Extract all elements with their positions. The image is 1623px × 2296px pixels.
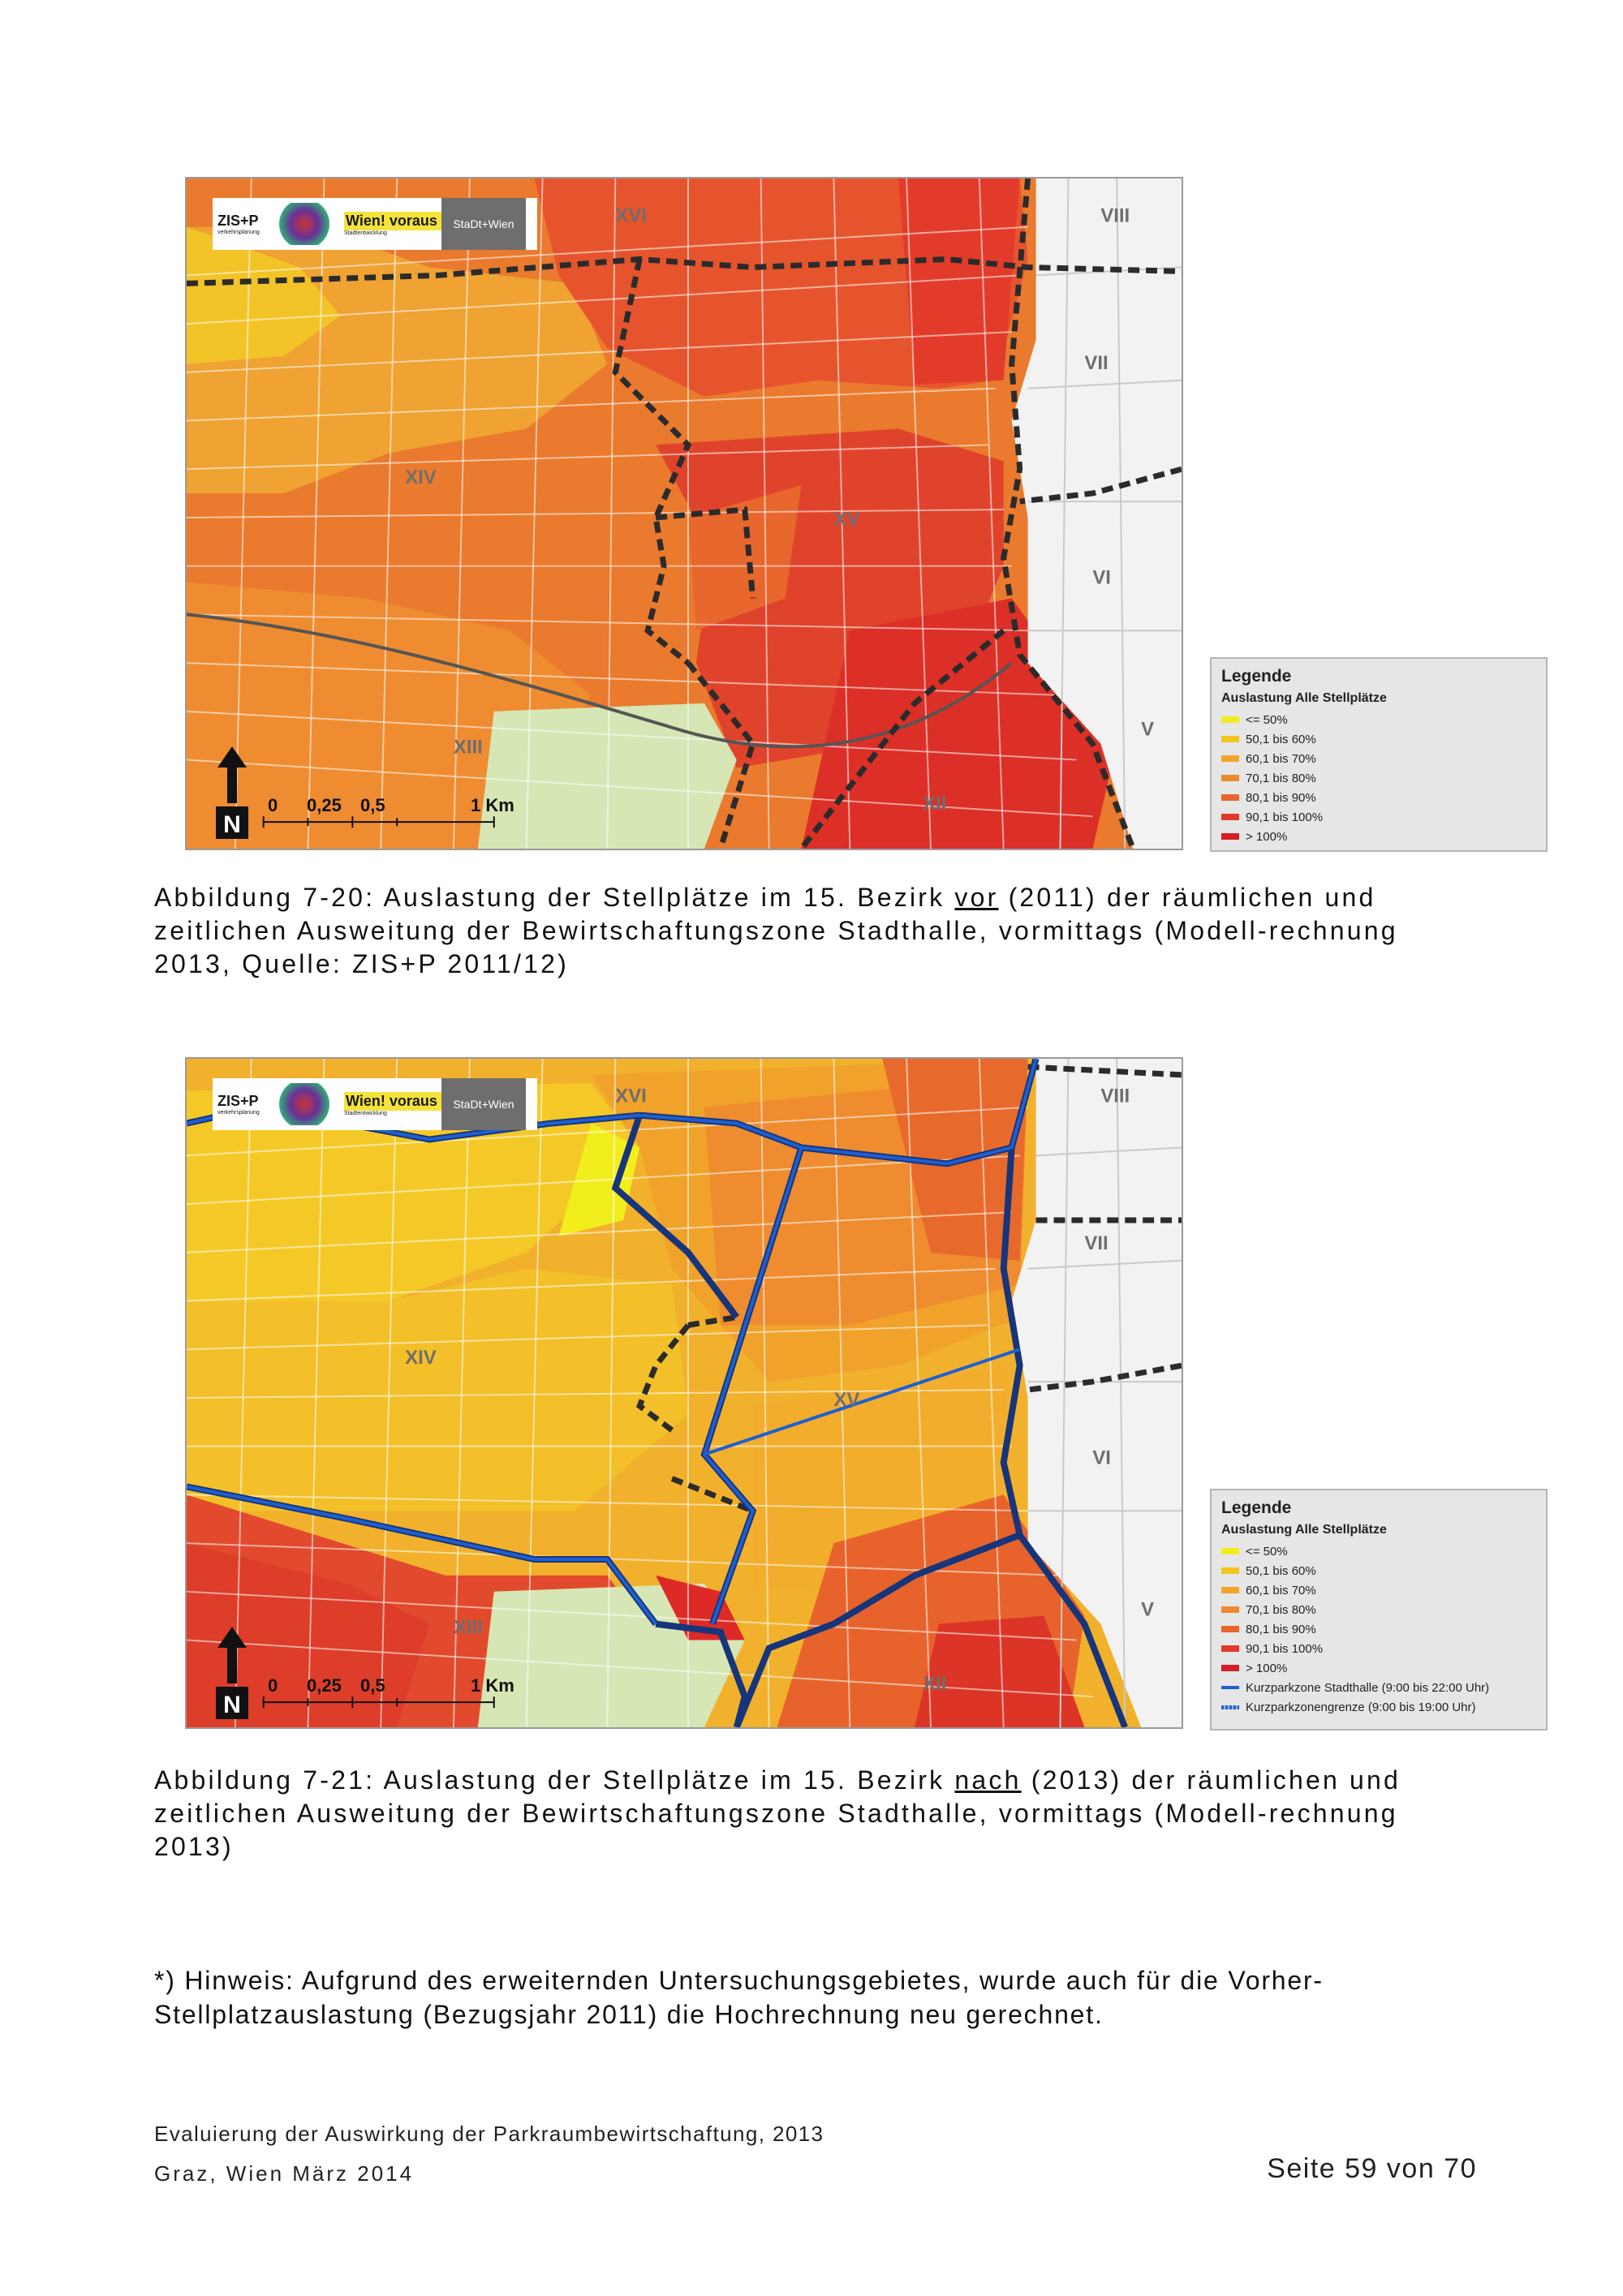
legend-swatch bbox=[1221, 716, 1239, 723]
legend-label: 70,1 bis 80% bbox=[1246, 1602, 1316, 1617]
scale-label-025: 0,25 bbox=[307, 1675, 342, 1696]
legend-label: 80,1 bis 90% bbox=[1246, 790, 1316, 805]
district-label: VII bbox=[1084, 1232, 1109, 1254]
district-label: XVI bbox=[615, 1085, 647, 1107]
map-before-graphic bbox=[187, 178, 1182, 849]
caption-text: (2013) der räumlichen und zeitlichen Ausweitung der Bewirtschaftungszone Stadthalle, vormittags (Modell-rechnung 2013) bbox=[154, 1765, 1401, 1861]
legend-item bbox=[1221, 1600, 1536, 1619]
legend-title: Legende bbox=[1221, 1498, 1292, 1517]
legend-item bbox=[1221, 768, 1536, 788]
legend-swatch bbox=[1221, 833, 1239, 840]
wien-voraus-subtext: Stadtentwicklung bbox=[344, 1111, 387, 1116]
scale-label-0: 0 bbox=[268, 1675, 278, 1696]
district-label: XIII bbox=[453, 1616, 483, 1639]
zisp-logo-text: ZIS+P bbox=[217, 213, 259, 229]
zisp-logo-text: ZIS+P bbox=[217, 1093, 259, 1109]
legend-label: 60,1 bis 70% bbox=[1246, 751, 1316, 766]
legend-item bbox=[1221, 1639, 1536, 1658]
legend-label: Kurzparkzonengrenze (9:00 bis 19:00 Uhr) bbox=[1246, 1700, 1476, 1714]
map-after-2013 bbox=[185, 1057, 1183, 1729]
district-label: XVI bbox=[615, 204, 647, 227]
legend-swatch bbox=[1221, 1665, 1239, 1671]
district-label: XV bbox=[833, 1388, 860, 1411]
zisp-emblem-icon bbox=[276, 1083, 333, 1125]
legend-label: 50,1 bis 60% bbox=[1246, 732, 1316, 746]
legend-swatch bbox=[1221, 755, 1239, 762]
legend-item bbox=[1221, 1580, 1536, 1600]
wien-voraus-text: Wien! voraus bbox=[344, 1092, 441, 1111]
legend-swatch bbox=[1221, 794, 1239, 801]
legend-label: 60,1 bis 70% bbox=[1246, 1583, 1316, 1597]
legend-item bbox=[1221, 788, 1536, 807]
legend-swatch bbox=[1221, 775, 1239, 781]
north-label: N bbox=[223, 1692, 241, 1718]
scale-label-025: 0,25 bbox=[307, 795, 342, 815]
zisp-logo bbox=[213, 1093, 276, 1116]
scale-label-1km: 1 Km bbox=[471, 1675, 514, 1696]
page-number: Seite 59 von 70 bbox=[1267, 2153, 1477, 2184]
legend-swatch bbox=[1221, 1645, 1239, 1652]
wien-voraus-text: Wien! voraus bbox=[344, 212, 441, 230]
legend-label: <= 50% bbox=[1246, 712, 1288, 727]
zisp-emblem-icon bbox=[276, 203, 333, 245]
legend-label: > 100% bbox=[1246, 1661, 1288, 1675]
north-arrow-icon bbox=[214, 1627, 250, 1721]
map-before-2011 bbox=[185, 177, 1183, 850]
legend-label: Kurzparkzone Stadthalle (9:00 bis 22:00 Uhr) bbox=[1246, 1680, 1490, 1695]
wien-voraus-logo bbox=[333, 1092, 441, 1116]
legend-line-item bbox=[1221, 1697, 1536, 1717]
zisp-logo bbox=[213, 213, 276, 235]
legend-item bbox=[1221, 1658, 1536, 1678]
legend-label: 90,1 bis 100% bbox=[1246, 1641, 1324, 1656]
legend-item bbox=[1221, 827, 1536, 846]
map-legend-before bbox=[1210, 657, 1548, 852]
legend-item bbox=[1221, 710, 1536, 729]
district-label: VI bbox=[1092, 566, 1111, 589]
caption-underlined: nach bbox=[954, 1765, 1022, 1795]
footer-title: Evaluierung der Auswirkung der Parkraumbewirtschaftung, 2013 bbox=[154, 2122, 824, 2146]
scale-label-05: 0,5 bbox=[360, 1675, 385, 1696]
figure-caption-7-20 bbox=[154, 881, 1485, 981]
north-label: N bbox=[223, 811, 241, 838]
legend-swatch bbox=[1221, 1606, 1239, 1613]
caption-text: (2011) der räumlichen und zeitlichen Ausweitung der Bewirtschaftungszone Stadthalle, vormittags (Modell-rechnung 2013, Quelle: ZIS+P 2011/12) bbox=[154, 883, 1398, 978]
legend-label: 70,1 bis 80% bbox=[1246, 771, 1316, 785]
legend-subtitle: Auslastung Alle Stellplätze bbox=[1221, 691, 1387, 705]
zisp-logo-subtext: verkehrsplanung bbox=[217, 1110, 260, 1116]
legend-label: 50,1 bis 60% bbox=[1246, 1563, 1316, 1578]
stadt-wien-logo: StaDt+Wien bbox=[441, 1078, 526, 1130]
district-label: XIV bbox=[405, 1347, 437, 1369]
district-label: XV bbox=[833, 508, 860, 531]
district-label: XIII bbox=[453, 736, 483, 759]
caption-text: Abbildung 7-21: Auslastung der Stellplätze im 15. Bezirk bbox=[154, 1765, 955, 1795]
figure-caption-7-21 bbox=[154, 1764, 1485, 1864]
scale-label-0: 0 bbox=[268, 795, 278, 815]
legend-swatch bbox=[1221, 1567, 1239, 1574]
note-paragraph: *) Hinweis: Aufgrund des erweiternden Untersuchungsgebietes, wurde auch für die Vorher-Stellplatzauslastung (Bezugsjahr 2011) die Hochrechnung neu gerechnet. bbox=[154, 1966, 1324, 2029]
legend-swatch bbox=[1221, 736, 1239, 742]
scale-label-05: 0,5 bbox=[360, 795, 385, 815]
legend-title: Legende bbox=[1221, 667, 1292, 686]
wien-voraus-subtext: Stadtentwicklung bbox=[344, 230, 387, 236]
north-arrow-icon bbox=[214, 746, 250, 841]
district-label: XII bbox=[923, 793, 947, 815]
district-label: VIII bbox=[1100, 1085, 1130, 1107]
logo-bar bbox=[213, 1078, 537, 1130]
legend-item bbox=[1221, 749, 1536, 768]
district-label: VI bbox=[1092, 1447, 1111, 1469]
district-label: V bbox=[1141, 718, 1155, 741]
legend-line-swatch bbox=[1221, 1686, 1239, 1689]
legend-swatch bbox=[1221, 1587, 1239, 1593]
map-after-graphic bbox=[187, 1059, 1182, 1727]
zisp-logo-subtext: verkehrsplanung bbox=[217, 230, 260, 235]
legend-line-item bbox=[1221, 1678, 1536, 1697]
district-label: XIV bbox=[405, 467, 437, 489]
caption-text: Abbildung 7-20: Auslastung der Stellplätze im 15. Bezirk bbox=[154, 883, 955, 912]
scale-label-1km: 1 Km bbox=[471, 795, 514, 815]
district-label: XII bbox=[923, 1673, 947, 1696]
caption-underlined: vor bbox=[954, 883, 999, 912]
district-label: V bbox=[1141, 1598, 1155, 1621]
legend-label: > 100% bbox=[1246, 829, 1288, 844]
legend-item bbox=[1221, 729, 1536, 749]
district-label: VIII bbox=[1100, 204, 1130, 227]
legend-items bbox=[1221, 1541, 1536, 1678]
logo-bar bbox=[213, 198, 537, 250]
district-label: VII bbox=[1084, 351, 1109, 374]
stadt-wien-logo: StaDt+Wien bbox=[441, 198, 526, 250]
legend-label: <= 50% bbox=[1246, 1544, 1288, 1559]
legend-item bbox=[1221, 1619, 1536, 1639]
legend-subtitle: Auslastung Alle Stellplätze bbox=[1221, 1523, 1387, 1537]
legend-swatch bbox=[1221, 1626, 1239, 1632]
wien-voraus-logo bbox=[333, 212, 441, 236]
footer-place-date: Graz, Wien März 2014 bbox=[154, 2161, 415, 2186]
legend-swatch bbox=[1221, 1548, 1239, 1554]
legend-item bbox=[1221, 1541, 1536, 1561]
map-legend-after bbox=[1210, 1489, 1548, 1731]
legend-dotted-swatch bbox=[1221, 1705, 1239, 1709]
legend-swatch bbox=[1221, 814, 1239, 820]
legend-label: 80,1 bis 90% bbox=[1246, 1622, 1316, 1636]
legend-label: 90,1 bis 100% bbox=[1246, 810, 1324, 824]
legend-item bbox=[1221, 807, 1536, 827]
legend-item bbox=[1221, 1561, 1536, 1580]
legend-items bbox=[1221, 710, 1536, 846]
